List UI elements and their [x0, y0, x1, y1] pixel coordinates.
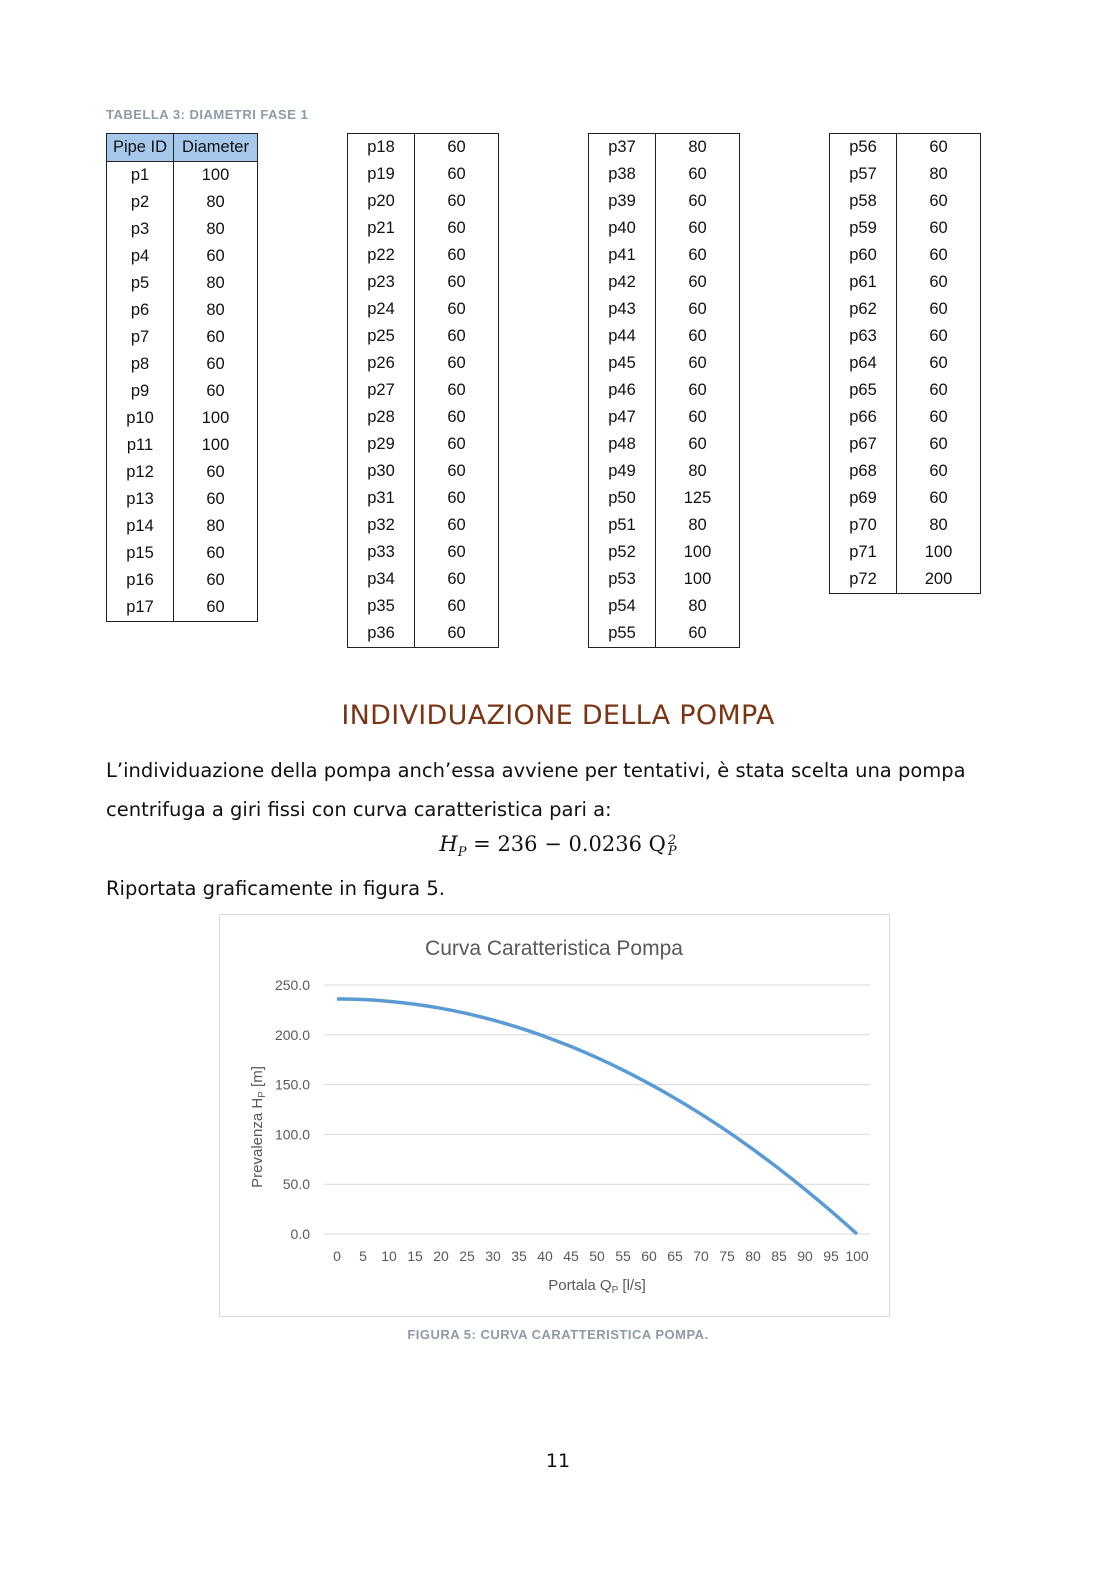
- table-row: [830, 512, 981, 539]
- table-row: [348, 242, 499, 269]
- table-row: [107, 594, 258, 622]
- pipe-id-cell: p43: [589, 296, 656, 323]
- pipe-id-cell: p22: [348, 242, 415, 269]
- pipe-id-cell: p57: [830, 161, 897, 188]
- table-row: [348, 296, 499, 323]
- diameter-cell: 60: [206, 328, 225, 346]
- diameter-cell: 60: [688, 192, 707, 210]
- table-row: [589, 539, 740, 566]
- diameter-cell: 60: [447, 489, 466, 507]
- table-row: [830, 458, 981, 485]
- table-row: [830, 377, 981, 404]
- x-tick-label: 95: [823, 1248, 839, 1264]
- table-row: [830, 188, 981, 215]
- diameter-cell: 60: [688, 165, 707, 183]
- pipe-id-cell: p66: [830, 404, 897, 431]
- diameter-table-1: [106, 133, 258, 622]
- pipe-id-cell: p32: [348, 512, 415, 539]
- y-tick-label: 150.0: [274, 1076, 310, 1093]
- diameter-cell: 60: [447, 624, 466, 642]
- pipe-id-cell: p9: [107, 378, 174, 405]
- table-row: [348, 485, 499, 512]
- pipe-id-cell: p17: [107, 594, 174, 622]
- diameter-cell: 60: [929, 354, 948, 372]
- pipe-id-cell: p7: [107, 324, 174, 351]
- y-tick-label: 50.0: [282, 1176, 310, 1193]
- table-row: [589, 188, 740, 215]
- table-row: [830, 323, 981, 350]
- pipe-id-cell: p25: [348, 323, 415, 350]
- diameter-cell: 60: [447, 300, 466, 318]
- table-row: [830, 296, 981, 323]
- table-row: [589, 134, 740, 162]
- table-row: [830, 539, 981, 566]
- diameter-cell: 80: [929, 165, 948, 183]
- formula-q-sup: 2: [667, 832, 677, 848]
- table-row: [589, 215, 740, 242]
- diameter-cell: 60: [447, 462, 466, 480]
- diameter-cell: 60: [688, 381, 707, 399]
- table-row: [348, 269, 499, 296]
- pipe-id-cell: p37: [589, 134, 656, 162]
- diameter-cell: 60: [447, 435, 466, 453]
- x-tick-label: 70: [693, 1248, 709, 1264]
- diameter-cell: 80: [206, 517, 225, 535]
- diameter-cell: 80: [929, 516, 948, 534]
- table-row: [589, 242, 740, 269]
- pipe-id-cell: p52: [589, 539, 656, 566]
- table-row: [589, 458, 740, 485]
- pipe-id-cell: p2: [107, 189, 174, 216]
- pipe-id-cell: p44: [589, 323, 656, 350]
- x-tick-label: 75: [719, 1248, 735, 1264]
- pipe-id-cell: p19: [348, 161, 415, 188]
- table-row: [348, 404, 499, 431]
- pipe-id-cell: p15: [107, 540, 174, 567]
- diameter-cell: 80: [206, 220, 225, 238]
- x-axis-label: Portala $Q_P$ [l/s]: [548, 1277, 646, 1296]
- pipe-id-cell: p40: [589, 215, 656, 242]
- diameter-cell: 60: [206, 490, 225, 508]
- table-row: [348, 350, 499, 377]
- pipe-id-cell: p5: [107, 270, 174, 297]
- pipe-id-cell: p67: [830, 431, 897, 458]
- diameter-cell: 60: [447, 381, 466, 399]
- table-row: [589, 431, 740, 458]
- diameter-cell: 60: [206, 571, 225, 589]
- table-row: [589, 377, 740, 404]
- table-row: [348, 512, 499, 539]
- y-axis-label: Prevalenza $H_P$ [m]: [249, 1066, 268, 1188]
- pipe-id-cell: p42: [589, 269, 656, 296]
- section-heading: INDIVIDUAZIONE DELLA POMPA: [341, 700, 775, 731]
- pipe-id-cell: p50: [589, 485, 656, 512]
- table-row: [589, 269, 740, 296]
- table-row: [589, 404, 740, 431]
- diameter-cell: 60: [447, 543, 466, 561]
- table-row: [348, 134, 499, 162]
- diameter-cell: 60: [929, 435, 948, 453]
- pipe-id-cell: p60: [830, 242, 897, 269]
- table-row: [348, 593, 499, 620]
- diameter-cell: 200: [924, 570, 953, 588]
- pipe-id-cell: p54: [589, 593, 656, 620]
- diameter-cell: 60: [929, 462, 948, 480]
- table-row: [589, 350, 740, 377]
- pipe-id-cell: p58: [830, 188, 897, 215]
- table-row: [107, 243, 258, 270]
- table-row: [107, 513, 258, 540]
- diameter-cell: 60: [929, 381, 948, 399]
- table-row: [830, 215, 981, 242]
- table-row: [107, 351, 258, 378]
- diameter-cell: 80: [688, 516, 707, 534]
- table-row: [107, 297, 258, 324]
- table-row: [830, 350, 981, 377]
- pipe-id-cell: p72: [830, 566, 897, 594]
- table-row: [830, 161, 981, 188]
- header-pipe-id: Pipe ID: [107, 134, 174, 162]
- pipe-id-cell: p36: [348, 620, 415, 648]
- table-row: [107, 324, 258, 351]
- table-row: [348, 620, 499, 648]
- diameter-cell: 80: [688, 597, 707, 615]
- x-tick-label: 65: [667, 1248, 683, 1264]
- pipe-id-cell: p38: [589, 161, 656, 188]
- table-row: [589, 161, 740, 188]
- pipe-id-cell: p65: [830, 377, 897, 404]
- pipe-id-cell: p28: [348, 404, 415, 431]
- table-row: [830, 485, 981, 512]
- pipe-id-cell: p1: [107, 162, 174, 190]
- chart-svg: [220, 915, 889, 1316]
- diameter-cell: 60: [929, 192, 948, 210]
- table-row: [107, 567, 258, 594]
- x-tick-label: 0: [333, 1248, 341, 1264]
- table-row: [348, 566, 499, 593]
- diameter-cell: 80: [688, 462, 707, 480]
- table-row: [107, 378, 258, 405]
- diameter-cell: 60: [447, 219, 466, 237]
- diameter-cell: 60: [447, 138, 466, 156]
- table-row: [589, 593, 740, 620]
- table-row: [107, 432, 258, 459]
- diameter-cell: 60: [929, 219, 948, 237]
- diameter-cell: 60: [688, 327, 707, 345]
- diameter-cell: 60: [447, 354, 466, 372]
- x-tick-label: 90: [797, 1248, 813, 1264]
- diameter-cell: 60: [929, 489, 948, 507]
- x-tick-label: 20: [433, 1248, 449, 1264]
- table-row: [830, 566, 981, 594]
- table-row: [589, 296, 740, 323]
- pump-formula: [0, 832, 1116, 860]
- pipe-id-cell: p6: [107, 297, 174, 324]
- diameter-cell: 60: [929, 300, 948, 318]
- pipe-id-cell: p16: [107, 567, 174, 594]
- table-row: [830, 404, 981, 431]
- pipe-id-cell: p62: [830, 296, 897, 323]
- table-row: [348, 323, 499, 350]
- table-row: [107, 189, 258, 216]
- pipe-id-cell: p48: [589, 431, 656, 458]
- table-caption: TABELLA 3: DIAMETRI FASE 1: [106, 107, 309, 122]
- diameter-cell: 60: [447, 273, 466, 291]
- table-row: [348, 215, 499, 242]
- table-row: [107, 270, 258, 297]
- diameter-cell: 60: [206, 598, 225, 616]
- pipe-id-cell: p71: [830, 539, 897, 566]
- pipe-id-cell: p55: [589, 620, 656, 648]
- table-row: [830, 431, 981, 458]
- formula-lhs: H: [439, 832, 458, 856]
- diameter-cell: 60: [688, 408, 707, 426]
- pipe-id-cell: p49: [589, 458, 656, 485]
- pipe-id-cell: p11: [107, 432, 174, 459]
- pipe-id-cell: p70: [830, 512, 897, 539]
- pipe-id-cell: p30: [348, 458, 415, 485]
- pipe-id-cell: p64: [830, 350, 897, 377]
- pipe-id-cell: p39: [589, 188, 656, 215]
- pipe-id-cell: p68: [830, 458, 897, 485]
- table-row: [107, 405, 258, 432]
- table-row: [830, 134, 981, 162]
- table-row: [589, 485, 740, 512]
- x-tick-label: 45: [563, 1248, 579, 1264]
- diameter-table-2: [347, 133, 499, 648]
- diameter-cell: 60: [929, 138, 948, 156]
- diameter-cell: 80: [206, 274, 225, 292]
- pipe-id-cell: p34: [348, 566, 415, 593]
- pipe-id-cell: p53: [589, 566, 656, 593]
- x-tick-label: 30: [485, 1248, 501, 1264]
- diameter-cell: 80: [688, 138, 707, 156]
- diameter-cell: 60: [688, 354, 707, 372]
- table-row: [589, 323, 740, 350]
- table-row: [107, 216, 258, 243]
- pipe-id-cell: p14: [107, 513, 174, 540]
- diameter-cell: 60: [206, 247, 225, 265]
- y-tick-label: 250.0: [274, 977, 310, 993]
- intro-paragraph: L’individuazione della pompa anch’essa avviene per tentativi, è stata scelta una pompa centrifuga a giri fissi con curva caratteristica pari a:: [106, 759, 966, 821]
- diameter-cell: 60: [688, 300, 707, 318]
- diameter-table-4: [829, 133, 981, 594]
- figure-caption: FIGURA 5: CURVA CARATTERISTICA POMPA.: [407, 1327, 709, 1342]
- diameter-cell: 60: [447, 246, 466, 264]
- pipe-id-cell: p18: [348, 134, 415, 162]
- table-row: [348, 458, 499, 485]
- diameter-cell: 100: [201, 409, 230, 427]
- pipe-id-cell: p61: [830, 269, 897, 296]
- pipe-id-cell: p29: [348, 431, 415, 458]
- table-row: [830, 269, 981, 296]
- table-row: [107, 162, 258, 190]
- diameter-cell: 60: [206, 463, 225, 481]
- pipe-id-cell: p56: [830, 134, 897, 162]
- pipe-id-cell: p46: [589, 377, 656, 404]
- pipe-id-cell: p31: [348, 485, 415, 512]
- pipe-id-cell: p45: [589, 350, 656, 377]
- x-tick-label: 80: [745, 1248, 761, 1264]
- x-tick-label: 25: [459, 1248, 475, 1264]
- x-tick-label: 35: [511, 1248, 527, 1264]
- diameter-cell: 60: [929, 327, 948, 345]
- table-row: [589, 512, 740, 539]
- diameter-cell: 80: [206, 193, 225, 211]
- y-tick-label: 0.0: [290, 1226, 310, 1242]
- formula-q-sub: P: [667, 843, 677, 859]
- diameter-cell: 100: [924, 543, 953, 561]
- diameter-cell: 60: [447, 408, 466, 426]
- pump-curve-line: [337, 999, 857, 1234]
- table-row: [589, 620, 740, 648]
- table-row: [107, 486, 258, 513]
- pipe-id-cell: p41: [589, 242, 656, 269]
- pipe-id-cell: p21: [348, 215, 415, 242]
- y-tick-label: 200.0: [274, 1026, 310, 1043]
- table-row: [348, 431, 499, 458]
- pipe-id-cell: p24: [348, 296, 415, 323]
- diameter-cell: 60: [929, 408, 948, 426]
- diameter-cell: 60: [447, 597, 466, 615]
- pipe-id-cell: p47: [589, 404, 656, 431]
- x-tick-label: 15: [407, 1248, 423, 1264]
- formula-rhs: = 236 − 0.0236 Q: [473, 832, 666, 856]
- diameter-table-3: [588, 133, 740, 648]
- chart-title: Curva Caratteristica Pompa: [425, 937, 683, 960]
- pipe-id-cell: p26: [348, 350, 415, 377]
- x-tick-label: 40: [537, 1248, 553, 1264]
- diameter-cell: 60: [688, 435, 707, 453]
- x-tick-label: 60: [641, 1248, 657, 1264]
- table-row: [107, 540, 258, 567]
- diameter-cell: 60: [447, 165, 466, 183]
- pipe-id-cell: p12: [107, 459, 174, 486]
- table-row: [348, 539, 499, 566]
- table-row: [589, 566, 740, 593]
- x-tick-label: 85: [771, 1248, 787, 1264]
- diameter-cell: 60: [929, 246, 948, 264]
- formula-lhs-sub: P: [457, 845, 467, 861]
- x-tick-label: 100: [845, 1248, 869, 1264]
- header-diameter: Diameter: [174, 134, 258, 162]
- diameter-cell: 100: [683, 570, 712, 588]
- diameter-cell: 60: [447, 516, 466, 534]
- x-tick-label: 50: [589, 1248, 605, 1264]
- diameter-cell: 125: [683, 489, 712, 507]
- x-tick-label: 5: [359, 1248, 367, 1264]
- pipe-id-cell: p33: [348, 539, 415, 566]
- diameter-cell: 60: [206, 544, 225, 562]
- diameter-cell: 60: [688, 273, 707, 291]
- diameter-cell: 100: [201, 166, 230, 184]
- table-row: [830, 242, 981, 269]
- diameter-cell: 60: [206, 355, 225, 373]
- pipe-id-cell: p27: [348, 377, 415, 404]
- diameter-cell: 100: [683, 543, 712, 561]
- page-number: 11: [545, 1450, 571, 1472]
- diameter-cell: 60: [688, 219, 707, 237]
- pipe-id-cell: p10: [107, 405, 174, 432]
- table-row: [348, 188, 499, 215]
- table-row: [348, 377, 499, 404]
- pipe-id-cell: p59: [830, 215, 897, 242]
- pipe-id-cell: p63: [830, 323, 897, 350]
- pipe-id-cell: p8: [107, 351, 174, 378]
- pipe-id-cell: p20: [348, 188, 415, 215]
- pipe-id-cell: p3: [107, 216, 174, 243]
- diameter-cell: 60: [206, 382, 225, 400]
- pipe-id-cell: p51: [589, 512, 656, 539]
- pipe-id-cell: p23: [348, 269, 415, 296]
- y-tick-label: 100.0: [274, 1126, 310, 1143]
- diameter-cell: 100: [201, 436, 230, 454]
- diameter-cell: 60: [447, 570, 466, 588]
- table-row: [348, 161, 499, 188]
- pump-curve-chart: [219, 914, 890, 1317]
- pipe-id-cell: p4: [107, 243, 174, 270]
- diameter-cell: 60: [688, 624, 707, 642]
- pipe-id-cell: p69: [830, 485, 897, 512]
- figure-reference-paragraph: Riportata graficamente in figura 5.: [106, 877, 445, 900]
- table-row: [107, 459, 258, 486]
- diameter-cell: 60: [688, 246, 707, 264]
- x-tick-label: 10: [381, 1248, 397, 1264]
- diameter-cell: 60: [929, 273, 948, 291]
- x-tick-label: 55: [615, 1248, 631, 1264]
- diameter-cell: 60: [447, 192, 466, 210]
- diameter-cell: 60: [447, 327, 466, 345]
- pipe-id-cell: p13: [107, 486, 174, 513]
- pipe-id-cell: p35: [348, 593, 415, 620]
- diameter-cell: 80: [206, 301, 225, 319]
